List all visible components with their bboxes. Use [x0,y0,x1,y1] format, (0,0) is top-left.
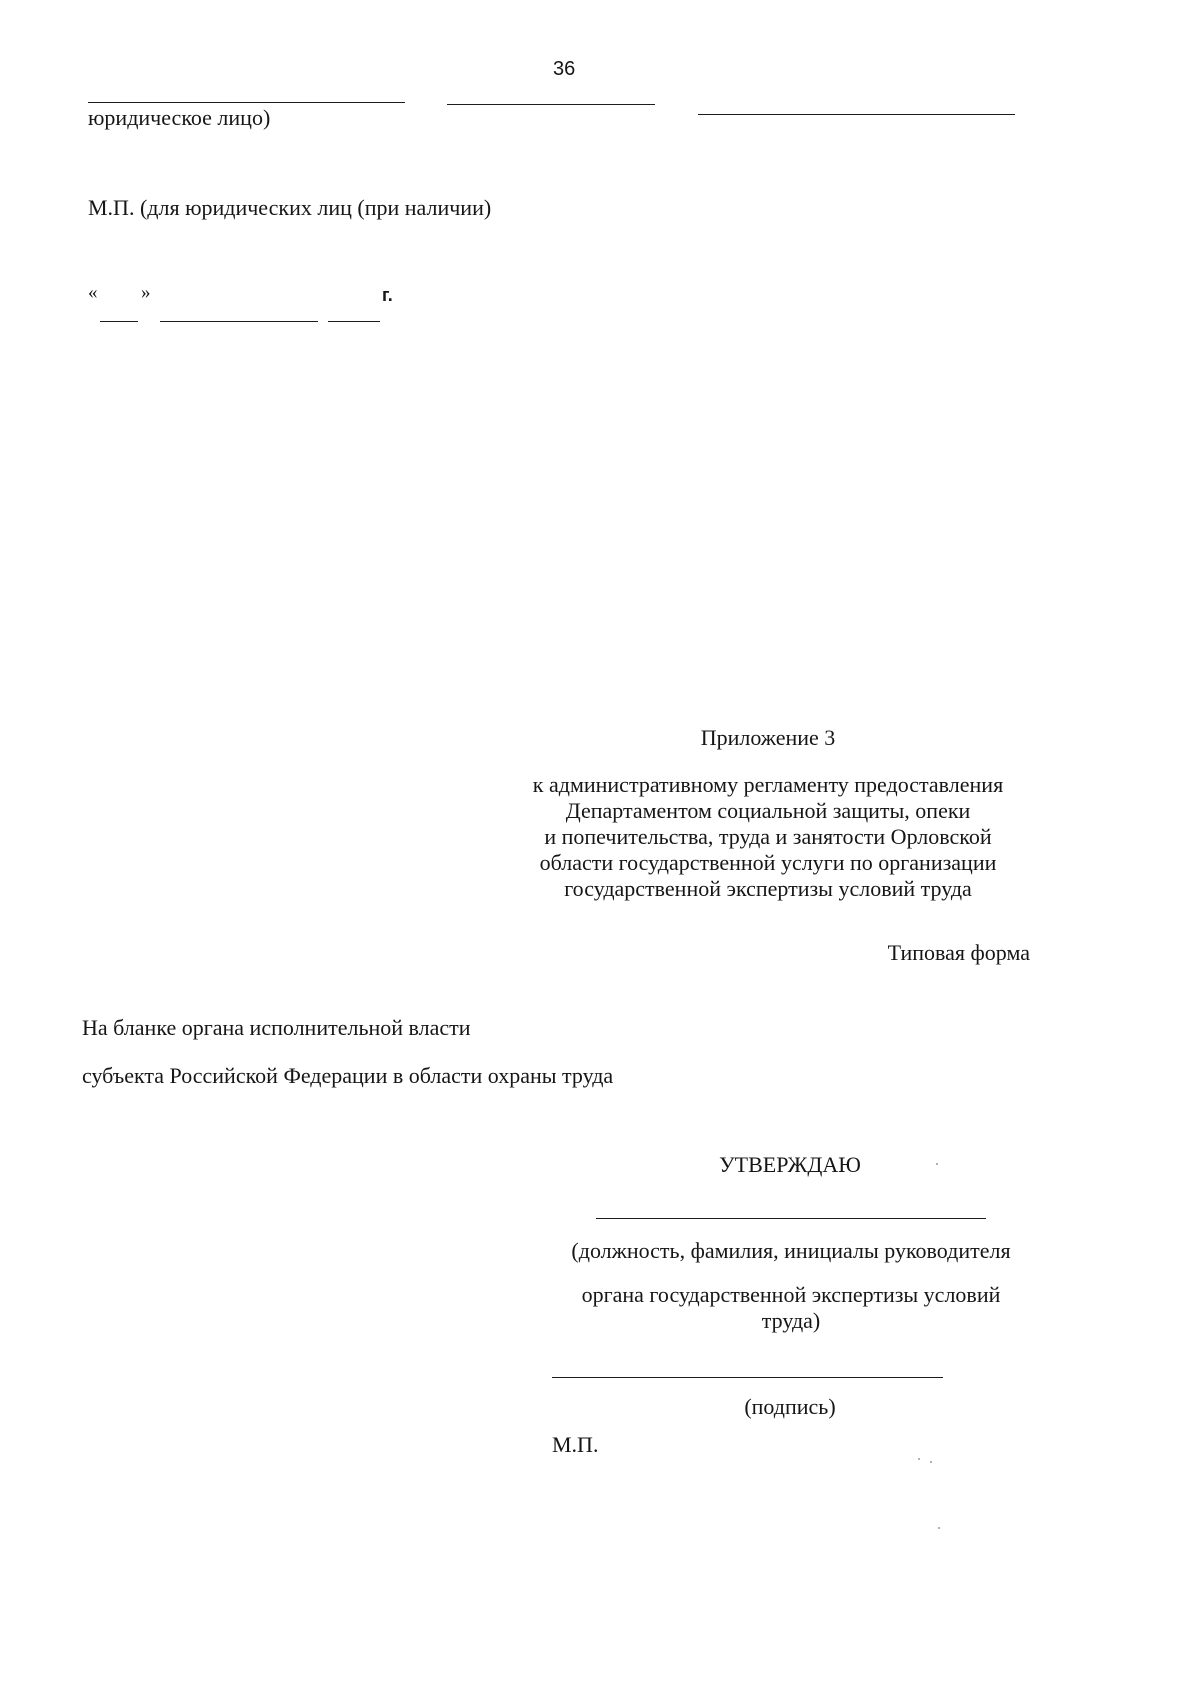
appendix-title: Приложение 3 [700,725,836,750]
letterhead-line-2: субъекта Российской Федерации в области охраны труда [82,1063,614,1088]
date-year-suffix: г. [382,285,393,305]
approval-title: УТВЕРЖДАЮ [719,1152,861,1177]
signature-line-entity [88,102,405,103]
appendix-line: области государственной услуги по организации [539,850,997,875]
date-open-quote: « [88,282,98,303]
legal-entity-caption: юридическое лицо) [88,105,271,130]
date-year-line [328,321,380,322]
signature-caption-block [640,1394,940,1420]
date-close-quote: » [141,282,151,303]
signature-line-signature [447,104,655,105]
approver-position-caption-cont [541,1282,1041,1334]
approval-seal: М.П. [552,1432,599,1457]
date-day-line [100,321,138,322]
appendix-line: к административному регламенту предоставления [532,772,1004,797]
appendix-line: Департаментом социальной защиты, опеки [565,798,971,823]
scan-speck [938,1527,940,1529]
appendix-line: государственной экспертизы условий труда [564,876,972,901]
letterhead-line-1: На бланке органа исполнительной власти [82,1015,471,1040]
position-caption-line: (должность, фамилия, инициалы руководителя [571,1238,1011,1263]
seal-note: М.П. (для юридических лиц (при наличии) [88,195,492,220]
scan-speck [936,1163,938,1165]
scan-speck [918,1458,920,1460]
approver-position-caption [541,1238,1041,1264]
signature-caption: (подпись) [744,1394,836,1419]
page-number: 36 [553,58,576,80]
form-type-label: Типовая форма [887,940,1030,965]
scan-speck [930,1461,932,1463]
approver-signature-line [552,1377,943,1378]
position-caption-line: труда) [761,1308,821,1333]
appendix-line: и попечительства, труда и занятости Орловской [544,824,992,849]
position-caption-line: органа государственной экспертизы условий [581,1282,1001,1307]
appendix-description [508,772,1028,902]
approval-title-block [590,1152,990,1178]
date-month-line [160,321,318,322]
signature-line-name [698,114,1015,115]
approver-position-line [596,1218,986,1219]
appendix-title-block [508,725,1028,751]
